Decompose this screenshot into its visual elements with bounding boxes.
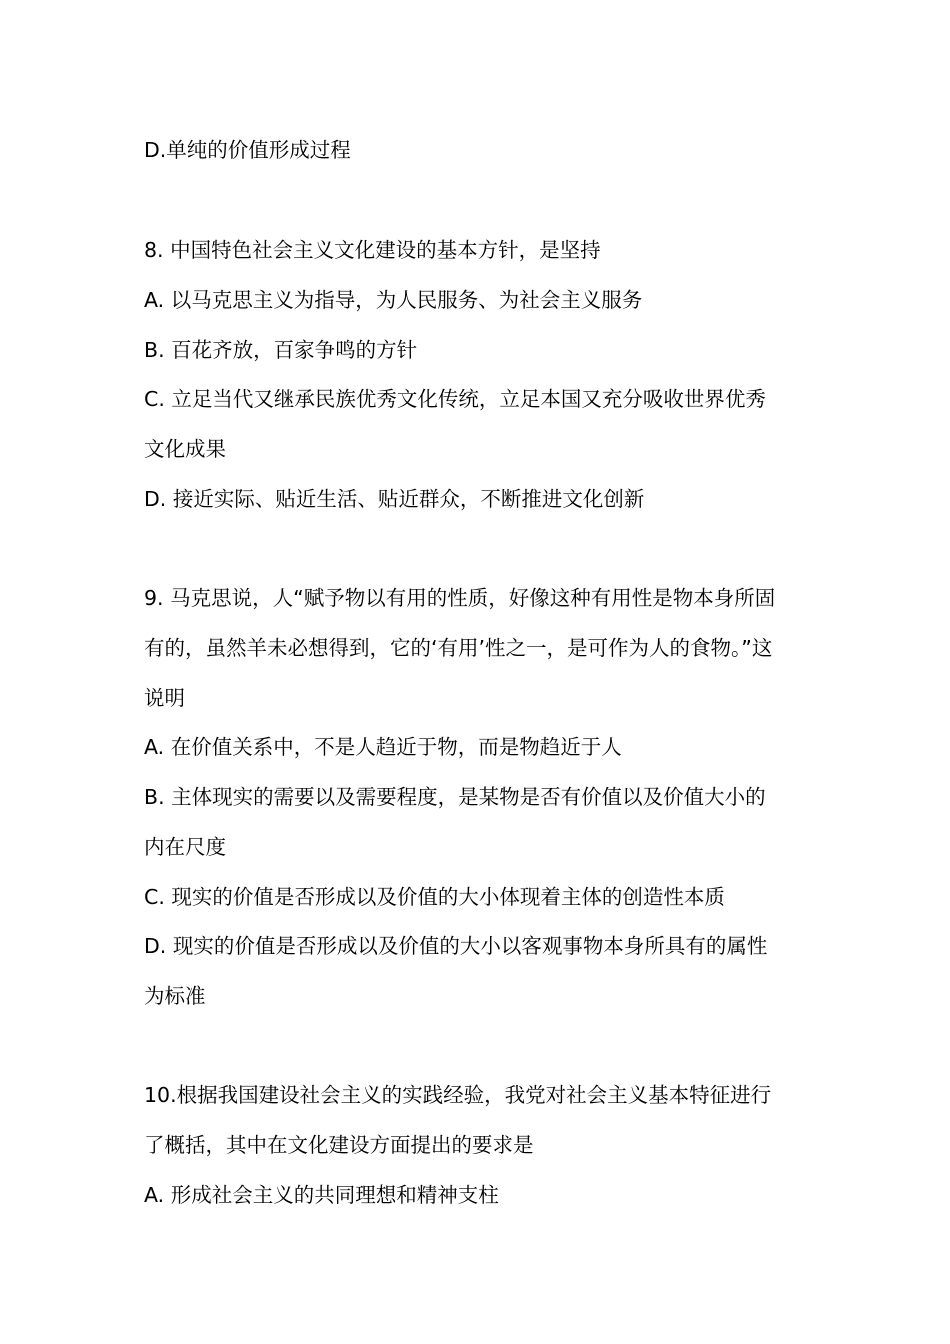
q9-stem-line1: 9. 马克思说，人“赋予物以有用的性质，好像这种有用性是物本身所固 xyxy=(144,586,776,610)
q9-stem-line3: 说明 xyxy=(144,686,185,710)
q10-stem-line2: 了概括，其中在文化建设方面提出的要求是 xyxy=(144,1133,534,1157)
q7-option-d: D.单纯的价值形成过程 xyxy=(144,138,351,162)
q9-stem-line2: 有的，虽然羊未必想得到，它的‘有用’性之一，是可作为人的食物。”这 xyxy=(144,636,773,660)
q10-stem-line1: 10.根据我国建设社会主义的实践经验，我党对社会主义基本特征进行 xyxy=(144,1083,772,1107)
q8-option-c-line2: 文化成果 xyxy=(144,437,226,461)
q8-option-a: A. 以马克思主义为指导，为人民服务、为社会主义服务 xyxy=(144,288,643,312)
q8-option-c-line1: C. 立足当代又继承民族优秀文化传统，立足本国又充分吸收世界优秀 xyxy=(144,387,766,411)
q9-option-b-line1: B. 主体现实的需要以及需要程度，是某物是否有价值以及价值大小的 xyxy=(144,785,766,809)
q8-stem: 8. 中国特色社会主义文化建设的基本方针，是坚持 xyxy=(144,238,601,262)
q9-option-d-line2: 为标准 xyxy=(144,984,206,1008)
q9-option-b-line2: 内在尺度 xyxy=(144,835,226,859)
q9-option-c: C. 现实的价值是否形成以及价值的大小体现着主体的创造性本质 xyxy=(144,885,725,909)
q9-option-a: A. 在价值关系中，不是人趋近于物，而是物趋近于人 xyxy=(144,735,622,759)
q10-option-a: A. 形成社会主义的共同理想和精神支柱 xyxy=(144,1183,499,1207)
q8-option-d: D. 接近实际、贴近生活、贴近群众，不断推进文化创新 xyxy=(144,487,645,511)
q8-option-b: B. 百花齐放，百家争鸣的方针 xyxy=(144,338,418,362)
q9-option-d-line1: D. 现实的价值是否形成以及价值的大小以客观事物本身所具有的属性 xyxy=(144,934,768,958)
